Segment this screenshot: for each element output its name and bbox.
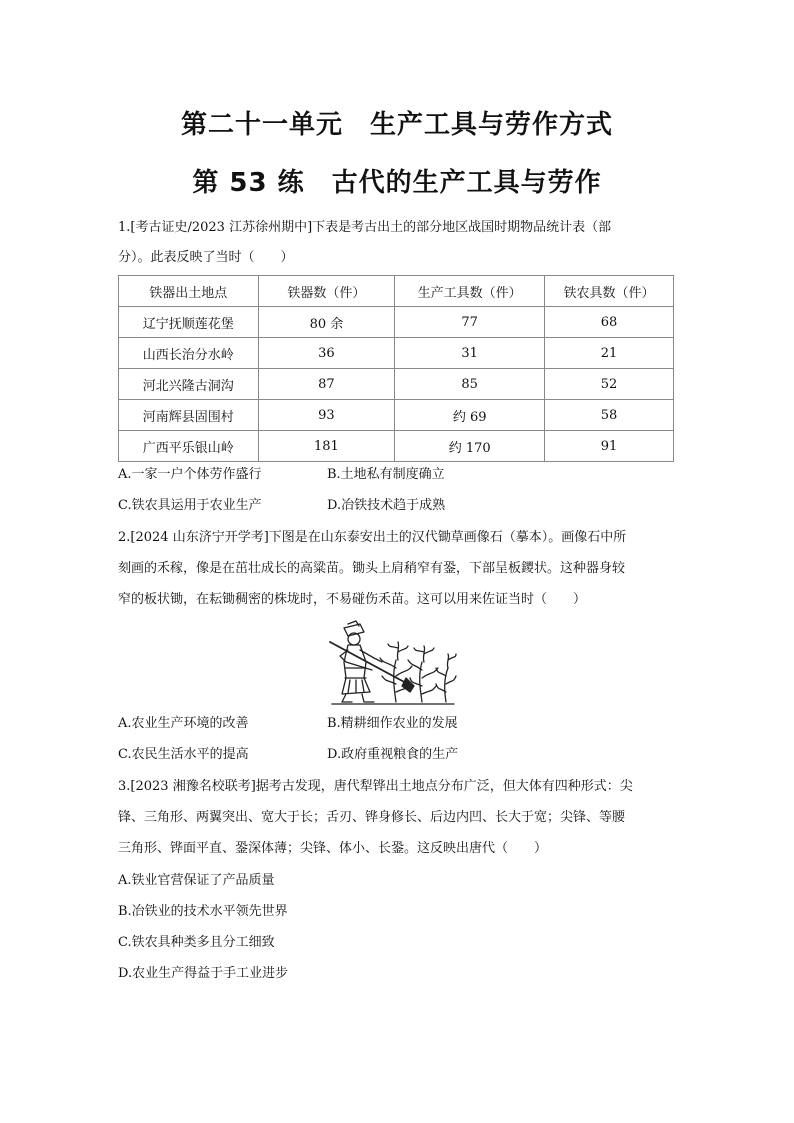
q1-option-d: D.冶铁技术趋于成熟 [327, 498, 446, 513]
q2-stem-line1: 2.[2024 山东济宁开学考]下图是在山东泰安出土的汉代锄草画像石（摹本）。画像石中所 [118, 530, 627, 545]
table-header-cell: 铁器出土地点 [119, 276, 259, 307]
table-cell: 68 [545, 307, 674, 338]
q2-option-a: A.农业生产环境的改善 [118, 716, 249, 731]
q2-stem-line3: 窄的板状锄，在耘锄稠密的株垅时，不易碰伤禾苗。这可以用来佐证当时（ ） [118, 592, 587, 607]
q3-stem-line2: 锋、三角形、两翼突出、宽大于长；舌刃、铧身修长、后边内凹、长大于宽；尖锋、等腰 [118, 810, 626, 825]
table-row [119, 338, 674, 369]
table-cell: 山西长治分水岭 [119, 338, 259, 369]
table-row [119, 400, 674, 431]
unit-title: 第二十一单元 生产工具与劳作方式 [180, 110, 613, 140]
q2-option-d: D.政府重视粮食的生产 [327, 747, 459, 762]
q2-option-b: B.精耕细作农业的发展 [327, 716, 458, 731]
q1-option-a: A.一家一户个体劳作盛行 [118, 467, 262, 482]
table-cell: 85 [395, 369, 545, 400]
q2-stem-line2: 刻画的禾稼，像是在茁壮成长的高粱苗。锄头上肩稍窄有銎，下部呈板鑁状。这种器身较 [118, 561, 626, 576]
q1-option-b: B.土地私有制度确立 [327, 467, 445, 482]
table-cell: 广西平乐银山岭 [119, 431, 259, 462]
q1-stem-line2: 分）。此表反映了当时（ ） [118, 250, 294, 265]
table-cell: 21 [545, 338, 674, 369]
q3-option-c: C.铁农具种类多且分工细致 [118, 935, 275, 950]
table-cell: 87 [258, 369, 395, 400]
q3-option-d: D.农业生产得益于手工业进步 [118, 966, 289, 981]
table-cell: 河南辉县固围村 [119, 400, 259, 431]
table-cell: 31 [395, 338, 545, 369]
table-header-row [119, 276, 674, 307]
table-header-cell: 铁器数（件） [258, 276, 395, 307]
table-header-cell: 生产工具数（件） [395, 276, 545, 307]
table-row [119, 431, 674, 462]
table-cell: 80 余 [258, 307, 395, 338]
q3-stem-line1: 3.[2023 湘豫名校联考]据考古发现，唐代犁铧出土地点分布广泛，但大体有四种形式：尖 [118, 779, 633, 794]
q3-option-b: B.冶铁业的技术水平领先世界 [118, 904, 288, 919]
table-cell: 36 [258, 338, 395, 369]
farmer-hoeing-illustration-icon [326, 618, 458, 708]
table-row [119, 307, 674, 338]
table-cell: 52 [545, 369, 674, 400]
q3-option-a: A.铁业官营保证了产品质量 [118, 873, 275, 888]
q3-stem-line3: 三角形、铧面平直、銎深体薄；尖锋、体小、长銎。这反映出唐代（ ） [118, 841, 548, 856]
q1-stats-table [118, 275, 674, 462]
table-cell: 58 [545, 400, 674, 431]
table-cell: 约 170 [395, 431, 545, 462]
table-header-cell: 铁农具数（件） [545, 276, 674, 307]
table-cell: 河北兴隆古洞沟 [119, 369, 259, 400]
q1-stem-line1: 1.[考古证史/2023 江苏徐州期中]下表是考古出土的部分地区战国时期物品统计表（部 [118, 220, 612, 235]
table-cell: 181 [258, 431, 395, 462]
table-cell: 约 69 [395, 400, 545, 431]
table-cell: 91 [545, 431, 674, 462]
table-cell: 77 [395, 307, 545, 338]
table-row [119, 369, 674, 400]
table-cell: 辽宁抚顺莲花堡 [119, 307, 259, 338]
q1-option-c: C.铁农具运用于农业生产 [118, 498, 262, 513]
table-cell: 93 [258, 400, 395, 431]
lesson-title: 第 53 练 古代的生产工具与劳作 [192, 168, 602, 198]
q2-option-c: C.农民生活水平的提高 [118, 747, 249, 762]
farmer-hoeing-drawing [326, 618, 458, 708]
